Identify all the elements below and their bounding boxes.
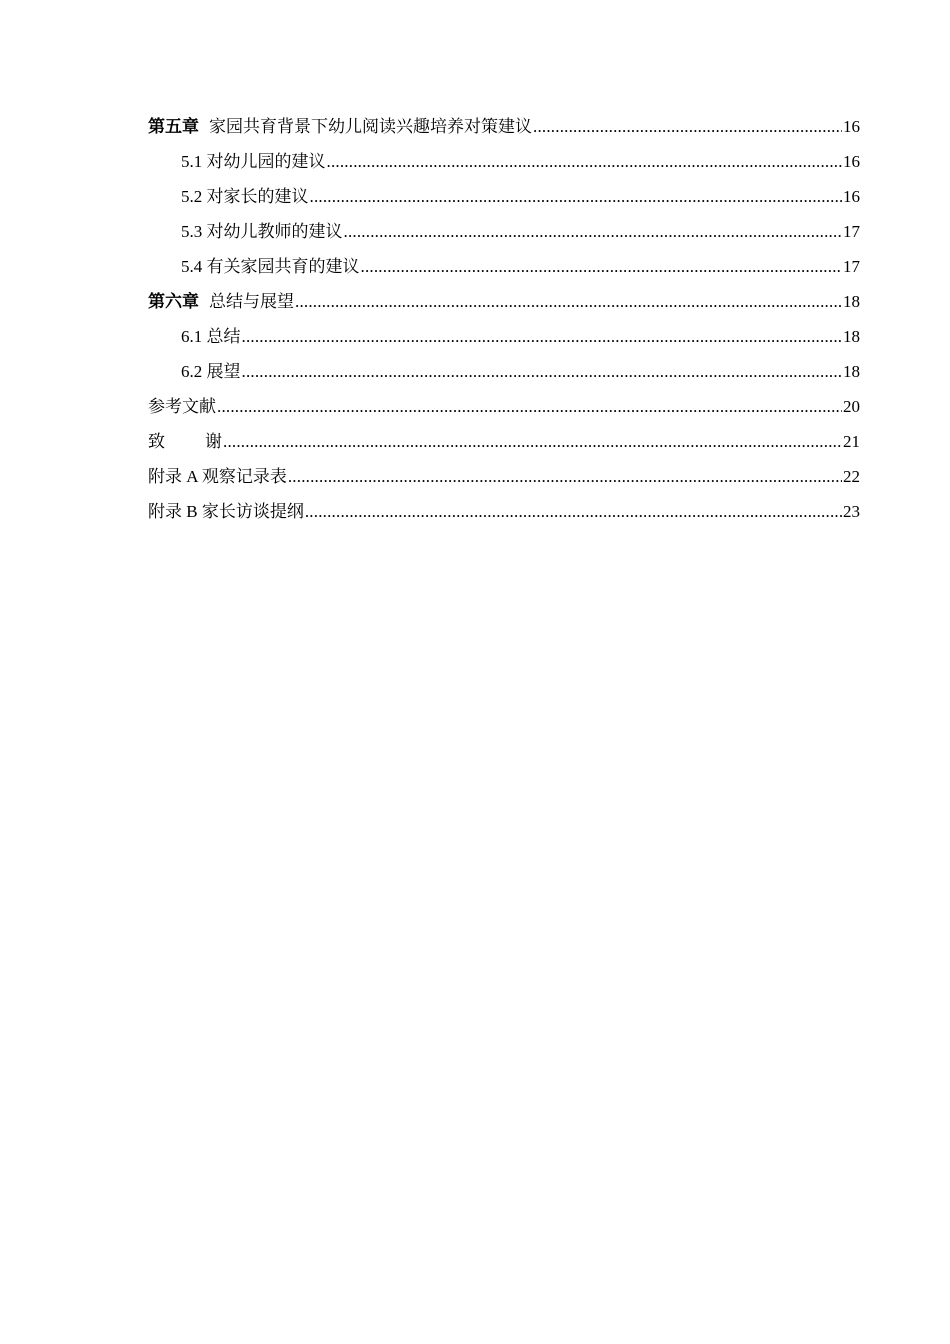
toc-entry-section-6-1[interactable]	[148, 319, 860, 354]
entry-title: 附录 B 家长访谈提纲	[148, 502, 304, 521]
entry-title	[148, 424, 222, 459]
dot-leader	[327, 144, 843, 179]
chapter-title: 家园共育背景下幼儿阅读兴趣培养对策建议	[209, 117, 532, 136]
toc-entry-section-5-3[interactable]	[148, 214, 860, 249]
toc-entry-chapter-6[interactable]	[148, 284, 860, 319]
page-number: 20	[843, 397, 860, 416]
page-number: 18	[843, 327, 860, 346]
section-title: 5.1 对幼儿园的建议	[181, 152, 326, 171]
toc-entry-title	[148, 109, 532, 144]
page-number: 23	[843, 502, 860, 521]
dot-leader	[242, 319, 843, 354]
section-title: 6.2 展望	[181, 362, 241, 381]
page-number: 17	[843, 257, 860, 276]
toc-entry-chapter-5[interactable]	[148, 109, 860, 144]
toc-entry-section-5-2[interactable]	[148, 179, 860, 214]
page-number: 21	[843, 432, 860, 451]
dot-leader	[361, 249, 843, 284]
section-title: 5.3 对幼儿教师的建议	[181, 222, 343, 241]
dot-leader	[344, 214, 843, 249]
chapter-label: 第六章	[148, 292, 199, 311]
page-number: 22	[843, 467, 860, 486]
chapter-title: 总结与展望	[209, 292, 294, 311]
toc-entry-acknowledgements[interactable]	[148, 424, 860, 459]
toc-entry-appendix-a[interactable]	[148, 459, 860, 494]
page-number: 17	[843, 222, 860, 241]
toc-entry-section-5-1[interactable]	[148, 144, 860, 179]
section-title: 5.2 对家长的建议	[181, 187, 309, 206]
section-title: 5.4 有关家园共育的建议	[181, 257, 360, 276]
dot-leader	[242, 354, 843, 389]
dot-leader	[305, 494, 842, 529]
entry-title: 附录 A 观察记录表	[148, 467, 287, 486]
entry-title: 参考文献	[148, 397, 216, 416]
dot-leader	[217, 389, 842, 424]
dot-leader	[223, 424, 842, 459]
dot-leader	[288, 459, 842, 494]
section-title: 6.1 总结	[181, 327, 241, 346]
dot-leader	[533, 109, 842, 144]
dot-leader	[310, 179, 843, 214]
chapter-label: 第五章	[148, 117, 199, 136]
toc-entry-section-5-4[interactable]	[148, 249, 860, 284]
page-number: 16	[843, 152, 860, 171]
toc-entry-section-6-2[interactable]	[148, 354, 860, 389]
table-of-contents	[148, 109, 860, 529]
page-number: 18	[843, 362, 860, 381]
title-char-1: 致	[148, 432, 165, 451]
page-number: 18	[843, 292, 860, 311]
page-number: 16	[843, 187, 860, 206]
dot-leader	[295, 284, 842, 319]
toc-entry-references[interactable]	[148, 389, 860, 424]
toc-entry-title	[148, 284, 294, 319]
page-number: 16	[843, 117, 860, 136]
title-char-2: 谢	[205, 432, 222, 451]
toc-entry-appendix-b[interactable]	[148, 494, 860, 529]
